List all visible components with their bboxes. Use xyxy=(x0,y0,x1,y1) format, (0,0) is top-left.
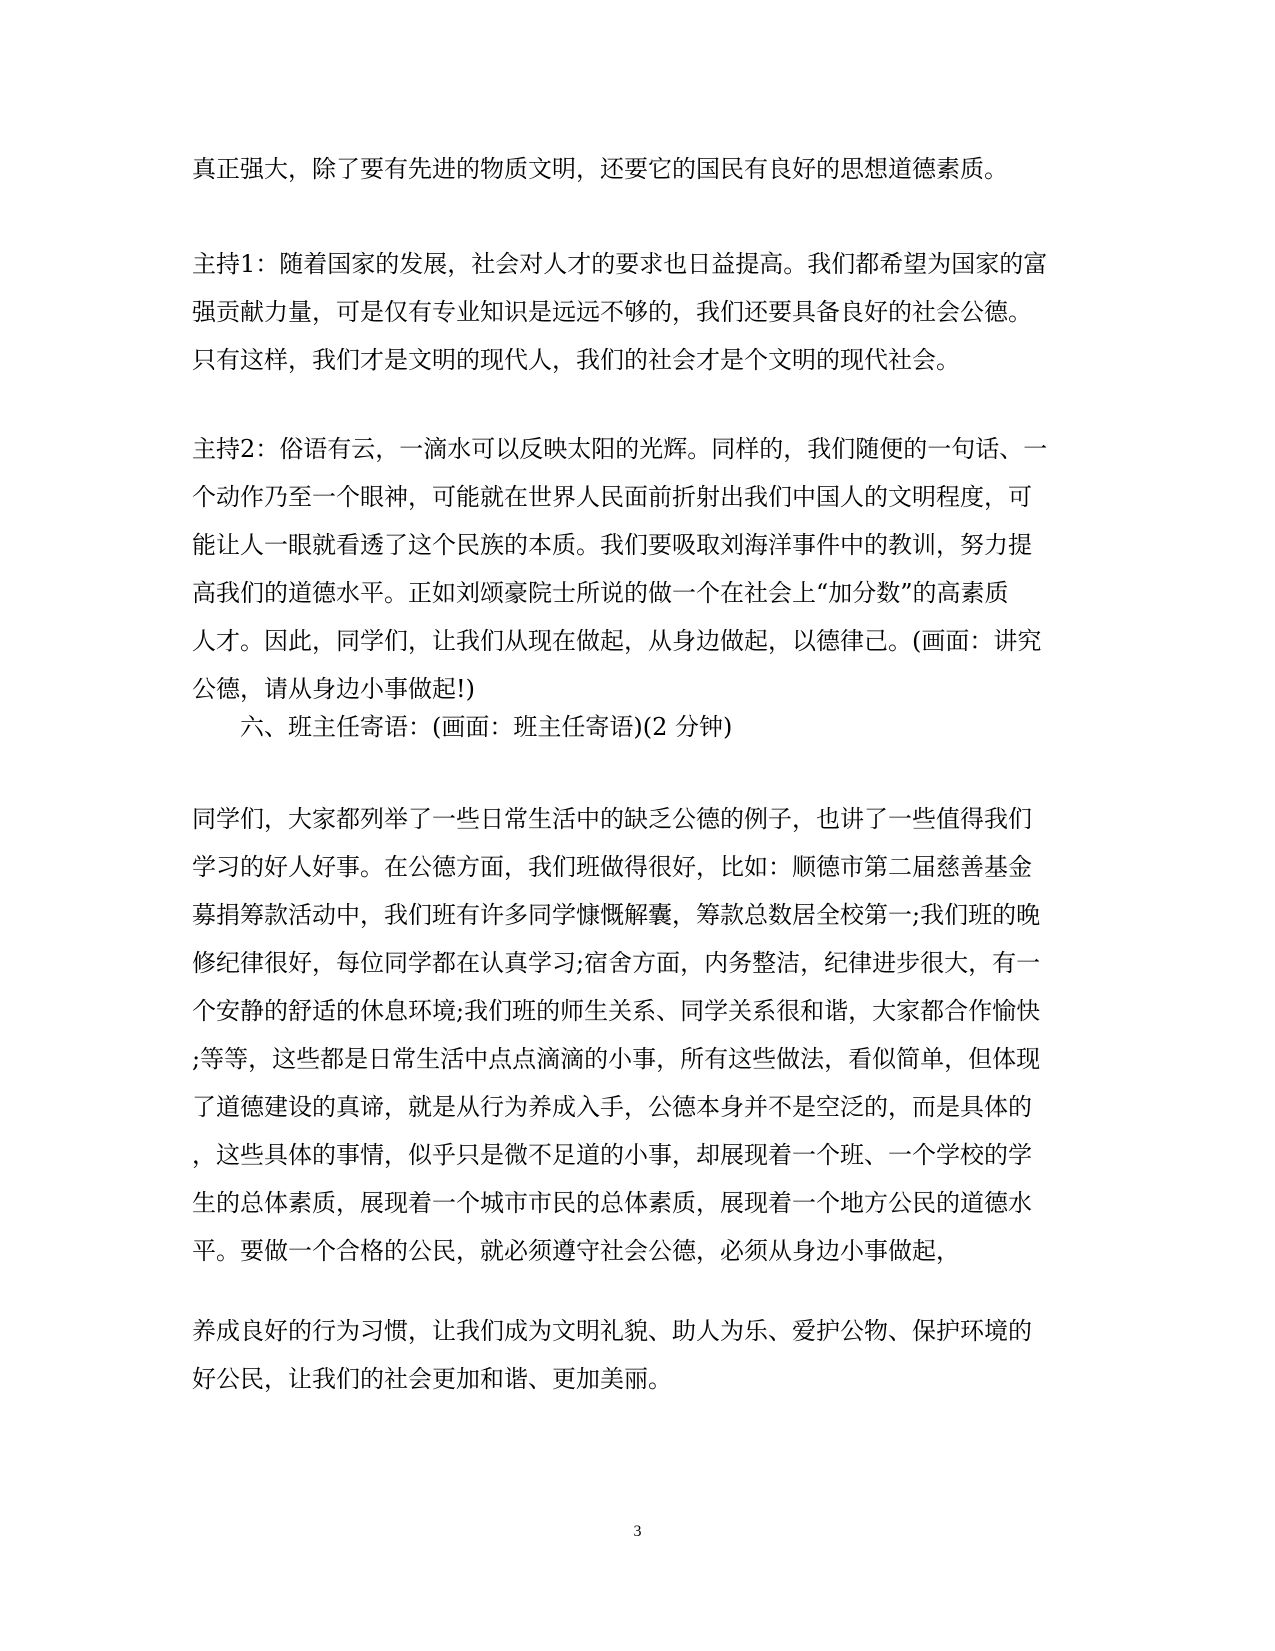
paragraph-intro-end xyxy=(192,145,1092,193)
paragraph-host-1 xyxy=(192,240,1092,384)
text-line: 主持1：随着国家的发展，社会对人才的要求也日益提高。我们都希望为国家的富 xyxy=(192,250,1048,278)
text-line: ，这些具体的事情，似乎只是微不足道的小事，却展现着一个班、一个学校的学 xyxy=(192,1141,1032,1169)
text-line: 真正强大，除了要有先进的物质文明，还要它的国民有良好的思想道德素质。 xyxy=(192,155,1008,183)
text-line: 募捐筹款活动中，我们班有许多同学慷慨解囊，筹款总数居全校第一;我们班的晚 xyxy=(192,901,1041,929)
paragraph-host-2 xyxy=(192,425,1092,713)
text-line: 养成良好的行为习惯，让我们成为文明礼貌、助人为乐、爱护公物、保护环境的 xyxy=(192,1317,1032,1345)
paragraph-closing xyxy=(192,1307,1092,1403)
section-heading xyxy=(192,703,1092,751)
text-line: 学习的好人好事。在公德方面，我们班做得很好，比如：顺德市第二届慈善基金 xyxy=(192,853,1032,881)
page-number: 3 xyxy=(633,1523,642,1540)
text-line: 主持2：俗语有云，一滴水可以反映太阳的光辉。同样的，我们随便的一句话、一 xyxy=(192,435,1048,463)
text-line: 高我们的道德水平。正如刘颂豪院士所说的做一个在社会上“加分数”的高素质 xyxy=(192,579,1009,607)
text-line: 公德，请从身边小事做起!) xyxy=(192,675,476,703)
text-line: 人才。因此，同学们，让我们从现在做起，从身边做起，以德律己。(画面：讲究 xyxy=(192,627,1042,655)
text-line: 只有这样，我们才是文明的现代人，我们的社会才是个文明的现代社会。 xyxy=(192,346,960,374)
text-line: 强贡献力量，可是仅有专业知识是远远不够的，我们还要具备良好的社会公德。 xyxy=(192,298,1032,326)
text-line: 能让人一眼就看透了这个民族的本质。我们要吸取刘海洋事件中的教训，努力提 xyxy=(192,531,1032,559)
text-line: 平。要做一个合格的公民，就必须遵守社会公德，必须从身边小事做起， xyxy=(192,1237,960,1265)
text-line: ;等等，这些都是日常生活中点点滴滴的小事，所有这些做法，看似简单，但体现 xyxy=(192,1045,1041,1073)
text-line: 个安静的舒适的休息环境;我们班的师生关系、同学关系很和谐，大家都合作愉快 xyxy=(192,997,1041,1025)
text-line: 了道德建设的真谛，就是从行为养成入手，公德本身并不是空泛的，而是具体的 xyxy=(192,1093,1032,1121)
text-line: 同学们，大家都列举了一些日常生活中的缺乏公德的例子，也讲了一些值得我们 xyxy=(192,805,1032,833)
section-title: 六、班主任寄语：(画面：班主任寄语)(2 分钟) xyxy=(240,713,733,741)
text-line: 修纪律很好，每位同学都在认真学习;宿舍方面，内务整洁，纪律进步很大，有一 xyxy=(192,949,1041,977)
paragraph-teacher-message xyxy=(192,795,1092,1275)
text-line: 个动作乃至一个眼神，可能就在世界人民面前折射出我们中国人的文明程度，可 xyxy=(192,483,1032,511)
text-line: 生的总体素质，展现着一个城市市民的总体素质，展现着一个地方公民的道德水 xyxy=(192,1189,1032,1217)
text-line: 好公民，让我们的社会更加和谐、更加美丽。 xyxy=(192,1365,672,1393)
